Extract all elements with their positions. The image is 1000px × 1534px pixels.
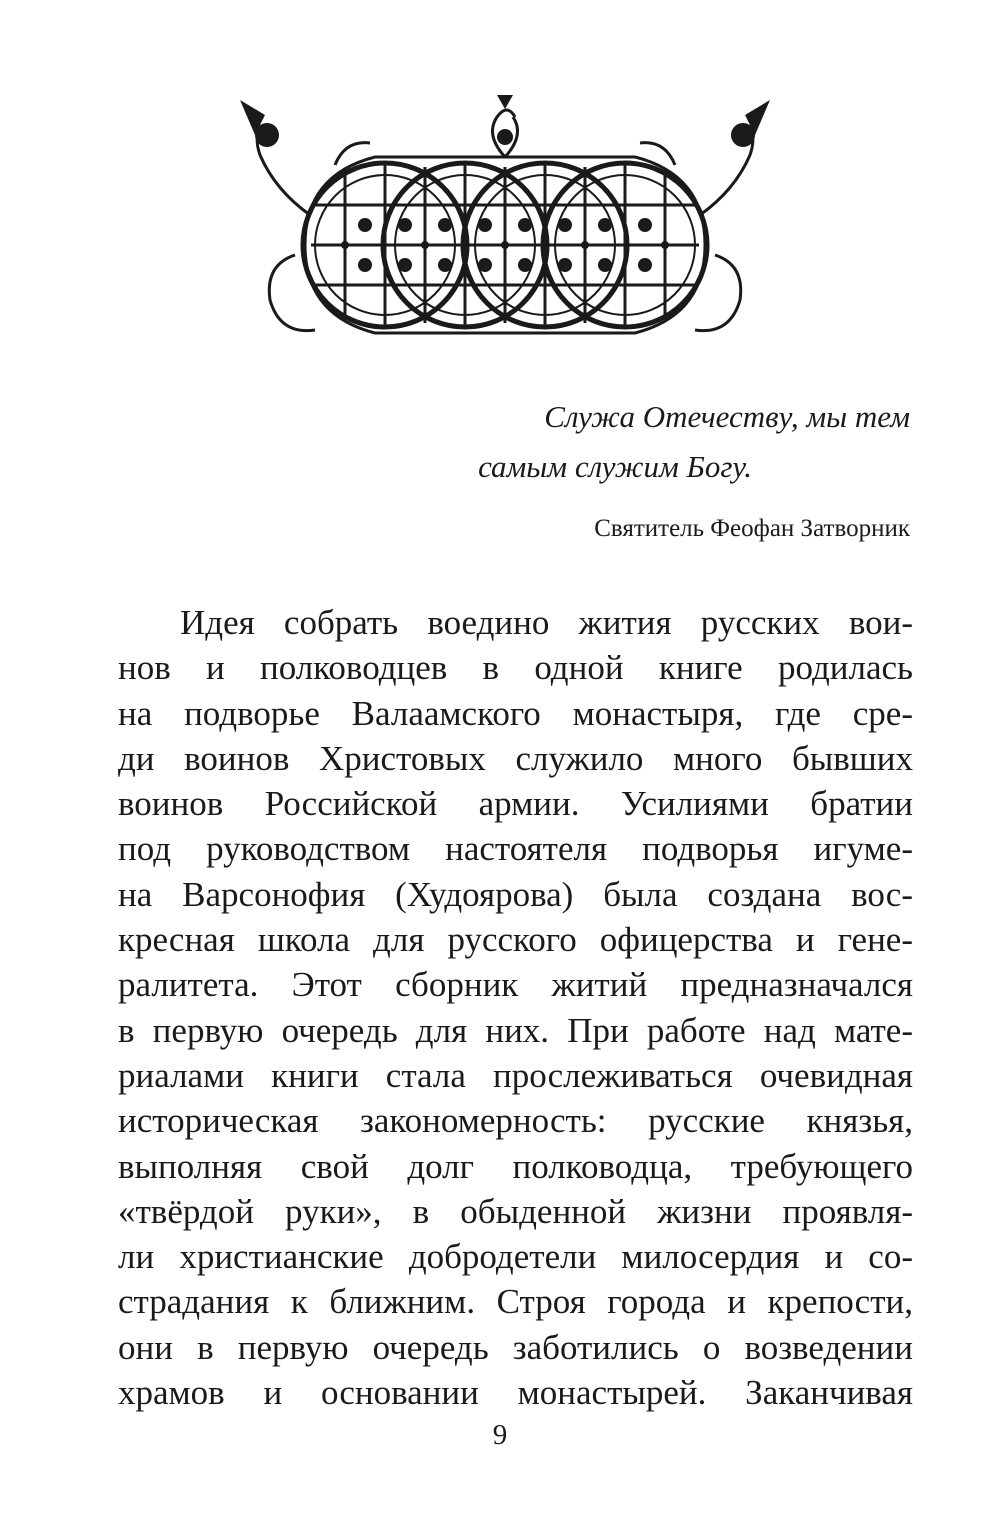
text-line: на подворье Валаамского монастыря, где сре- bbox=[118, 693, 913, 733]
page-number: 9 bbox=[492, 1419, 508, 1451]
text-line: выполняя свой долг полководца, требующего bbox=[118, 1146, 913, 1186]
text-line: они в первую очередь заботились о возведении bbox=[118, 1327, 913, 1367]
text-line: страдания к ближним. Строя города и крепости, bbox=[118, 1282, 913, 1322]
text-line: на Варсонофия (Худоярова) была создана вос- bbox=[118, 874, 913, 914]
text-line: храмов и основании монастырей. Заканчивая bbox=[118, 1373, 913, 1413]
text-line: в первую очередь для них. При работе над мате- bbox=[118, 1010, 913, 1050]
text-line: «твёрдой руки», в обыденной жизни проявля- bbox=[118, 1191, 913, 1231]
text-line: воинов Российской армии. Усилиями братии bbox=[118, 784, 913, 824]
text-line: риалами книги стала прослеживаться очевидная bbox=[118, 1055, 913, 1095]
text-line: нов и полководцев в одной книге родилась bbox=[118, 648, 913, 688]
text-line: кресная школа для русского офицерства и гене- bbox=[118, 920, 913, 960]
text-line: ралитета. Этот сборник житий предназначался bbox=[118, 965, 913, 1005]
epigraph bbox=[350, 392, 910, 544]
text-line: под руководством настоятеля подворья игуме- bbox=[118, 829, 913, 869]
body-paragraph bbox=[118, 600, 913, 1415]
epigraph-author: Святитель Феофан Затворник bbox=[594, 515, 910, 542]
text-line: ди воинов Христовых служило много бывших bbox=[118, 738, 913, 778]
text-line: историческая закономерность: русские князья, bbox=[118, 1101, 913, 1141]
text-line: Идея собрать воедино жития русских вои- bbox=[180, 603, 913, 642]
epigraph-line: самым служим Богу. bbox=[478, 449, 752, 484]
ornament-headpiece-icon bbox=[235, 95, 775, 345]
epigraph-line: Служа Отечеству, мы тем bbox=[544, 399, 910, 434]
text-line: ли христианские добродетели милосердия и со- bbox=[118, 1237, 913, 1277]
